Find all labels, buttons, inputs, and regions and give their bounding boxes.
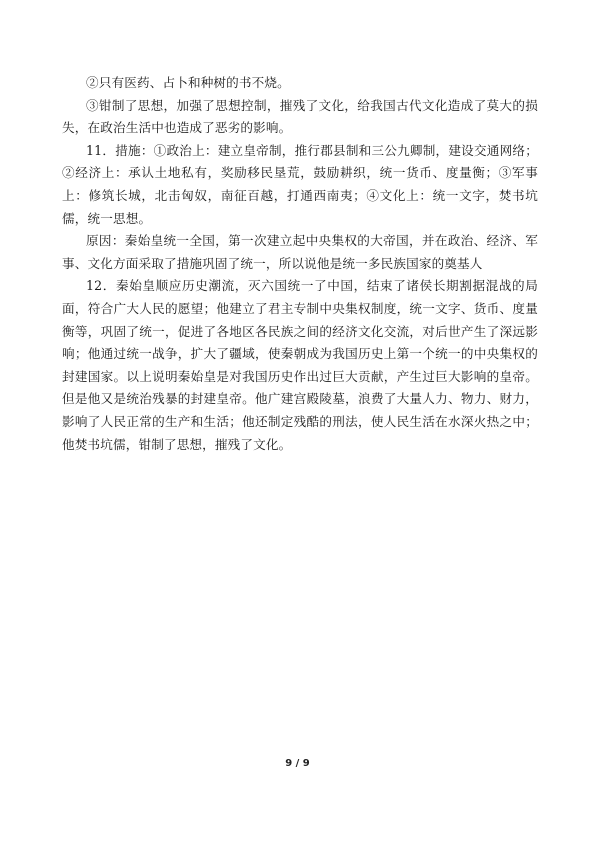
paragraph-answer-10-point-2: ②只有医药、占卜和种树的书不烧。 bbox=[86, 75, 290, 90]
answer-content bbox=[62, 72, 538, 456]
paragraph-answer-11-measures: 11．措施：①政治上：建立皇帝制，推行郡县制和三公九卿制，建设交通网络；②经济上：承认土地私有，奖励移民垦荒，鼓励耕织，统一货币、度量衡；③军事上：修筑长城，北击匈奴，南征百越，打通西南夷；④文化上：统一文字，焚书坑儒，统一思想。 bbox=[62, 142, 538, 226]
page-number: 9 / 9 bbox=[285, 758, 310, 769]
paragraph-answer-10-point-3: ③钳制了思想，加强了思想控制，摧残了文化，给我国古代文化造成了莫大的损失，在政治生活中也造成了恶劣的影响。 bbox=[62, 97, 538, 136]
paragraph-answer-12: 12．秦始皇顺应历史潮流，灭六国统一了中国，结束了诸侯长期割据混战的局面，符合广大人民的愿望；他建立了君主专制中央集权制度，统一文字、货币、度量衡等，巩固了统一，促进了各地区各民族之间的经济文化交流，对后世产生了深远影响；他通过统一战争，扩大了疆域，使秦朝成为我国历史上第一个统一的中央集权的封建国家。以上说明秦始皇是对我国历史作出过巨大贡献，产生过巨大影响的皇帝。但是他又是统治残暴的封建皇帝。他广建宫殿陵墓，浪费了大量人力、物力、财力，影响了人民正常的生产和生活；他还制定残酷的刑法，使人民生活在水深火热之中；他焚书坑儒，钳制了思想，摧残了文化。 bbox=[62, 278, 538, 452]
paragraph-answer-11-reason: 原因：秦始皇统一全国，第一次建立起中央集权的大帝国，并在政治、经济、军事、文化方面采取了措施巩固了统一，所以说他是统一多民族国家的奠基人 bbox=[62, 233, 538, 271]
